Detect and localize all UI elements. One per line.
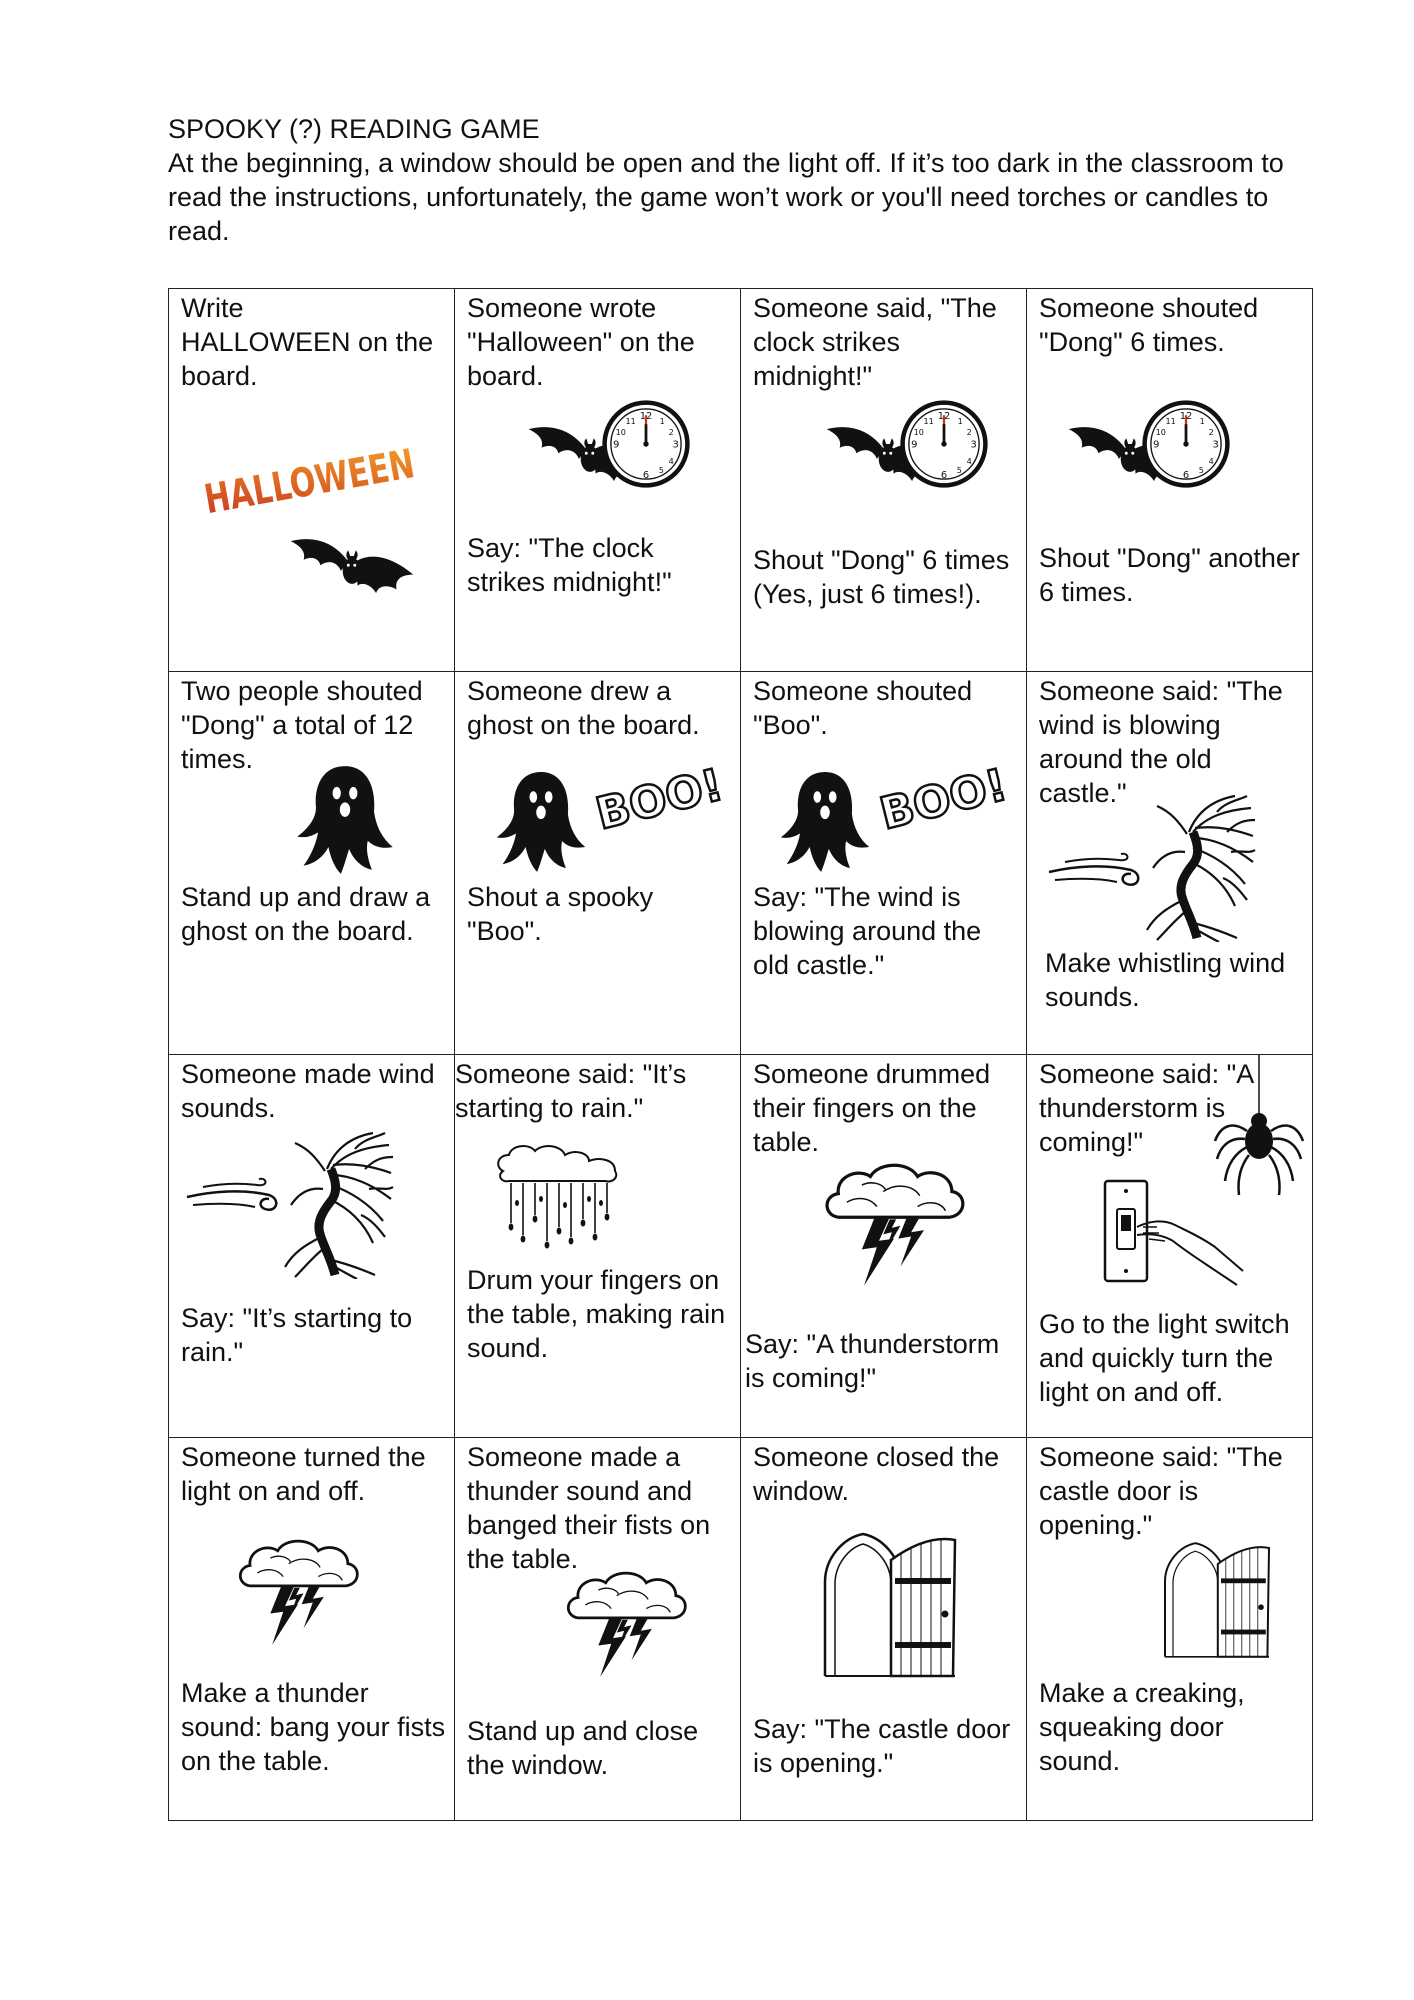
card-action: Shout "Dong" another 6 times. [1039, 543, 1300, 607]
card-15 [741, 1438, 1027, 1821]
clock-icon [1141, 399, 1231, 489]
card-clue: Someone said: "A thunderstorm is coming!" [1039, 1059, 1253, 1157]
page-title: SPOOKY (?) READING GAME [168, 114, 540, 144]
card-clue: Someone shouted "Boo". [753, 676, 973, 740]
card-action: Shout a spooky "Boo". [467, 882, 654, 946]
storm-cloud-icon [561, 1568, 691, 1688]
card-action: Shout "Dong" 6 times (Yes, just 6 times!). [753, 545, 1010, 609]
card-action: Say: "The castle door is opening." [753, 1714, 1011, 1778]
halloween-art-text: HALLOWEEN [201, 429, 486, 524]
spider-icon [1209, 1055, 1309, 1205]
bat-icon [287, 531, 417, 607]
boo-text: BOO! [591, 759, 729, 840]
card-12 [1027, 1055, 1313, 1438]
card-7 [741, 672, 1027, 1055]
boo-text-icon [589, 759, 729, 840]
windblown-tree-icon [1127, 792, 1257, 942]
card-14 [455, 1438, 741, 1821]
page-header [168, 112, 1318, 248]
card-clue: Someone said: "The castle door is opening." [1039, 1442, 1283, 1540]
card-action: Say: "The wind is blowing around the old castle." [753, 882, 982, 980]
card-clue: Someone shouted "Dong" 6 times. [1039, 293, 1259, 357]
card-8 [1027, 672, 1313, 1055]
ghost-icon [777, 768, 873, 874]
card-5 [169, 672, 455, 1055]
windblown-tree-icon [265, 1129, 395, 1279]
card-clue: Someone closed the window. [753, 1442, 1000, 1506]
card-action: Stand up and close the window. [467, 1716, 699, 1780]
card-4 [1027, 289, 1313, 672]
card-clue: Someone made a thunder sound and banged their fists on the table. [467, 1442, 711, 1574]
card-action: Say: "A thunderstorm is coming!" [745, 1329, 1000, 1393]
clock-icon [601, 399, 691, 489]
card-action: Make a thunder sound: bang your fists on the table. [181, 1678, 446, 1776]
clock-icon [899, 399, 989, 489]
castle-door-icon [1157, 1540, 1277, 1660]
card-clue: Someone made wind sounds. [181, 1059, 435, 1123]
ghost-icon [293, 762, 397, 876]
game-card-grid [168, 288, 1313, 1821]
card-clue: Someone turned the light on and off. [181, 1442, 426, 1506]
storm-cloud-icon [819, 1159, 969, 1299]
card-9 [169, 1055, 455, 1438]
card-clue: Someone said: "It’s starting to rain." [455, 1059, 687, 1123]
card-11 [741, 1055, 1027, 1438]
card-action: Drum your fingers on the table, making rain sound. [467, 1265, 726, 1363]
card-clue: Someone said, "The clock strikes midnight!" [753, 293, 997, 391]
card-10 [455, 1055, 741, 1438]
card-16 [1027, 1438, 1313, 1821]
card-action: Go to the light switch and quickly turn the light on and off. [1039, 1309, 1290, 1407]
halloween-word-art [195, 429, 486, 524]
card-action: Make a creaking, squeaking door sound. [1039, 1678, 1245, 1776]
card-action: Say: "It’s starting to rain." [181, 1303, 413, 1367]
boo-text-icon [873, 759, 1013, 840]
boo-text: BOO! [875, 759, 1013, 840]
card-13 [169, 1438, 455, 1821]
card-clue: Someone drew a ghost on the board. [467, 676, 700, 740]
castle-door-icon [815, 1530, 965, 1680]
card-6 [455, 672, 741, 1055]
rain-cloud-icon [489, 1143, 629, 1253]
card-clue: Two people shouted "Dong" a total of 12 times. [181, 676, 423, 774]
card-action: Stand up and draw a ghost on the board. [181, 882, 431, 946]
card-clue: Someone said: "The wind is blowing around the old castle." [1039, 676, 1283, 808]
card-2 [455, 289, 741, 672]
storm-cloud-icon [233, 1536, 363, 1656]
card-clue: Someone wrote "Halloween" on the board. [467, 293, 695, 391]
card-action: Make whistling wind sounds. [1045, 948, 1286, 1012]
card-action: Say: "The clock strikes midnight!" [467, 533, 672, 597]
card-1 [169, 289, 486, 672]
card-clue: Write HALLOWEEN on the board. [181, 293, 434, 391]
ghost-icon [493, 768, 589, 874]
card-clue: Someone drummed their fingers on the table. [753, 1059, 991, 1157]
card-3 [741, 289, 1027, 672]
instructions-text: At the beginning, a window should be open and the light off. If it’s too dark in the classroom to read the instructions, unfortunately, the game won’t work or you'll need torches or candles to read. [168, 148, 1284, 246]
